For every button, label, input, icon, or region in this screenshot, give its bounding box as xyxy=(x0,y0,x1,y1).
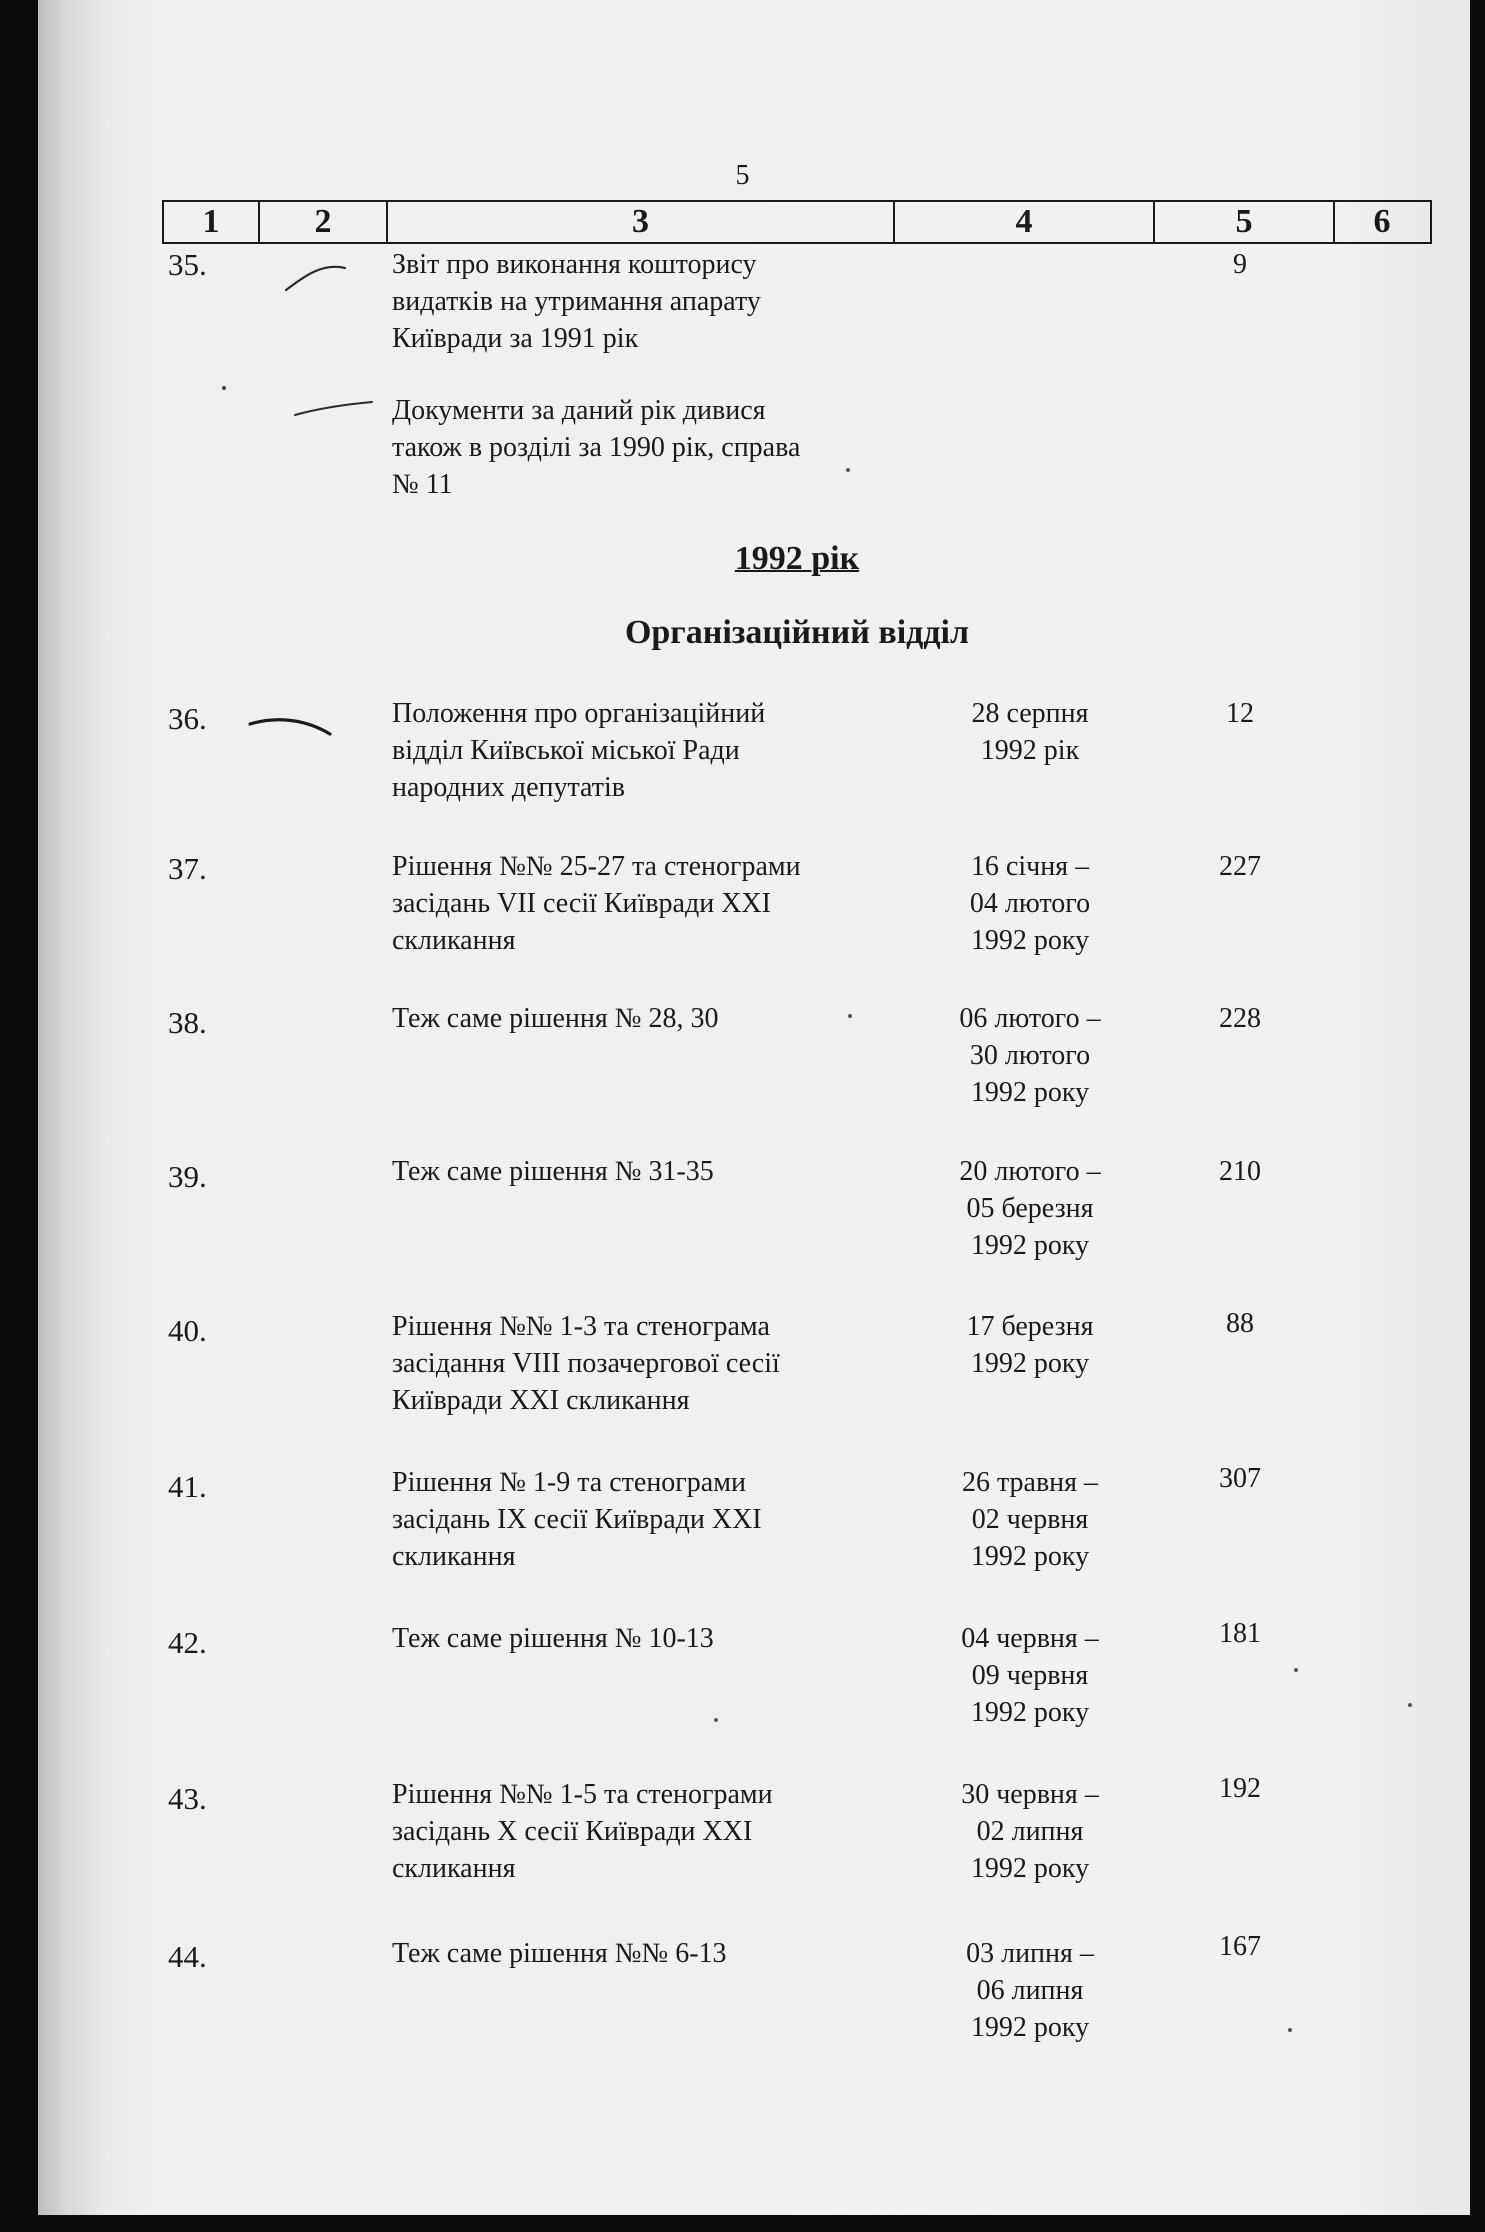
header-col-6: 6 xyxy=(1373,203,1391,240)
pen-mark-36 xyxy=(250,720,330,734)
desc-line: Положення про організаційний xyxy=(392,698,766,729)
entry-count: 227 xyxy=(1219,851,1261,882)
desc-line: Звіт про виконання кошторису xyxy=(392,249,757,280)
desc-line: засідання VIII позачергової сесії xyxy=(392,1348,780,1379)
date-line: 17 березня xyxy=(966,1311,1094,1342)
date-line: 02 липня xyxy=(976,1816,1084,1847)
desc-line: скликання xyxy=(392,925,516,956)
date-line: 1992 року xyxy=(970,1541,1090,1572)
entry-count: 88 xyxy=(1226,1308,1254,1339)
date-line: 1992 року xyxy=(970,1853,1090,1884)
entry-count: 167 xyxy=(1219,1931,1261,1962)
ink-dot xyxy=(848,1014,852,1018)
entry-number: 38. xyxy=(168,1005,207,1040)
desc-line: Документи за даний рік дивися xyxy=(392,395,766,426)
desc-line: також в розділі за 1990 рік, справа xyxy=(392,432,801,463)
desc-line: скликання xyxy=(392,1853,516,1884)
header-col-2: 2 xyxy=(260,202,388,242)
entry-count: 307 xyxy=(1219,1463,1261,1494)
date-line: 1992 року xyxy=(970,1348,1090,1379)
date-line: 1992 рік xyxy=(980,735,1080,766)
date-line: 28 серпня xyxy=(971,698,1089,729)
ink-dot xyxy=(222,386,226,390)
date-line: 1992 року xyxy=(970,925,1090,956)
entry-count: 210 xyxy=(1219,1156,1261,1187)
desc-line: № 11 xyxy=(392,469,453,500)
entry-count: 192 xyxy=(1219,1773,1261,1804)
date-line: 30 червня – xyxy=(961,1779,1099,1810)
date-line: 05 березня xyxy=(966,1193,1094,1224)
entry-count: 181 xyxy=(1219,1618,1261,1649)
date-line: 04 червня – xyxy=(961,1623,1099,1654)
header-col-3: 3 xyxy=(388,202,895,242)
date-line: 30 лютого xyxy=(969,1040,1091,1071)
desc-line: Київради за 1991 рік xyxy=(392,323,639,354)
date-line: 09 червня xyxy=(971,1660,1089,1691)
desc-line: засідань X сесії Київради XXI xyxy=(392,1816,753,1847)
header-col-1: 1 xyxy=(164,202,260,242)
entry-number: 35. xyxy=(168,247,207,282)
entry-number: 37. xyxy=(168,851,207,886)
desc-line: Рішення №№ 1-5 та стенограми xyxy=(392,1779,773,1810)
ink-dot xyxy=(714,1718,718,1722)
date-line: 06 лютого – xyxy=(959,1003,1101,1034)
pen-mark-note xyxy=(295,402,372,415)
entry-number: 40. xyxy=(168,1313,207,1348)
entry-count: 228 xyxy=(1219,1003,1261,1034)
desc-line: засідань IX сесії Київради XXI xyxy=(392,1504,762,1535)
date-line: 02 червня xyxy=(971,1504,1089,1535)
ink-dot xyxy=(846,468,850,472)
desc-line: народних депутатів xyxy=(392,772,625,803)
entry-number: 41. xyxy=(168,1469,207,1504)
desc-line: видатків на утримання апарату xyxy=(392,286,761,317)
pen-mark-35 xyxy=(286,267,345,290)
header-col-5: 5 xyxy=(1155,202,1335,242)
section-heading: Організаційний відділ xyxy=(624,614,970,651)
desc-line: скликання xyxy=(392,1541,516,1572)
date-line: 1992 року xyxy=(970,1230,1090,1261)
page-number: 5 xyxy=(735,160,750,191)
date-line: 03 липня – xyxy=(966,1938,1094,1969)
header-col-4: 4 xyxy=(895,202,1155,242)
date-line: 1992 року xyxy=(970,1077,1090,1108)
desc-line: Теж саме рішення № 10-13 xyxy=(392,1623,714,1654)
date-line: 16 січня – xyxy=(970,851,1090,882)
entry-count: 12 xyxy=(1226,698,1254,729)
desc-line: Теж саме рішення №№ 6-13 xyxy=(392,1938,727,1969)
entry-count: 9 xyxy=(1233,249,1247,280)
ink-dot xyxy=(1408,1703,1412,1707)
desc-line: засідань VII сесії Київради XXI xyxy=(392,888,771,919)
desc-line: Київради XXI скликання xyxy=(392,1385,690,1416)
desc-line: Рішення №№ 1-3 та стенограма xyxy=(392,1311,770,1342)
desc-line: Рішення №№ 25-27 та стенограми xyxy=(392,851,801,882)
date-line: 06 липня xyxy=(976,1975,1084,2006)
desc-line: відділ Київської міської Ради xyxy=(392,735,740,766)
year-heading: 1992 рік xyxy=(734,540,860,577)
date-line: 1992 року xyxy=(970,1697,1090,1728)
entry-number: 39. xyxy=(168,1159,207,1194)
entry-number: 44. xyxy=(168,1939,207,1974)
entry-number: 43. xyxy=(168,1781,207,1816)
desc-line: Теж саме рішення № 31-35 xyxy=(392,1156,714,1187)
date-line: 26 травня – xyxy=(961,1467,1099,1498)
date-line: 04 лютого xyxy=(969,888,1091,919)
entry-number: 42. xyxy=(168,1625,207,1660)
date-line: 1992 року xyxy=(970,2012,1090,2043)
desc-line: Рішення № 1-9 та стенограми xyxy=(392,1467,746,1498)
entry-number: 36. xyxy=(168,701,207,736)
date-line: 20 лютого – xyxy=(959,1156,1101,1187)
ink-dot xyxy=(1288,2028,1292,2032)
desc-line: Теж саме рішення № 28, 30 xyxy=(392,1003,719,1034)
ink-dot xyxy=(1294,1668,1298,1672)
